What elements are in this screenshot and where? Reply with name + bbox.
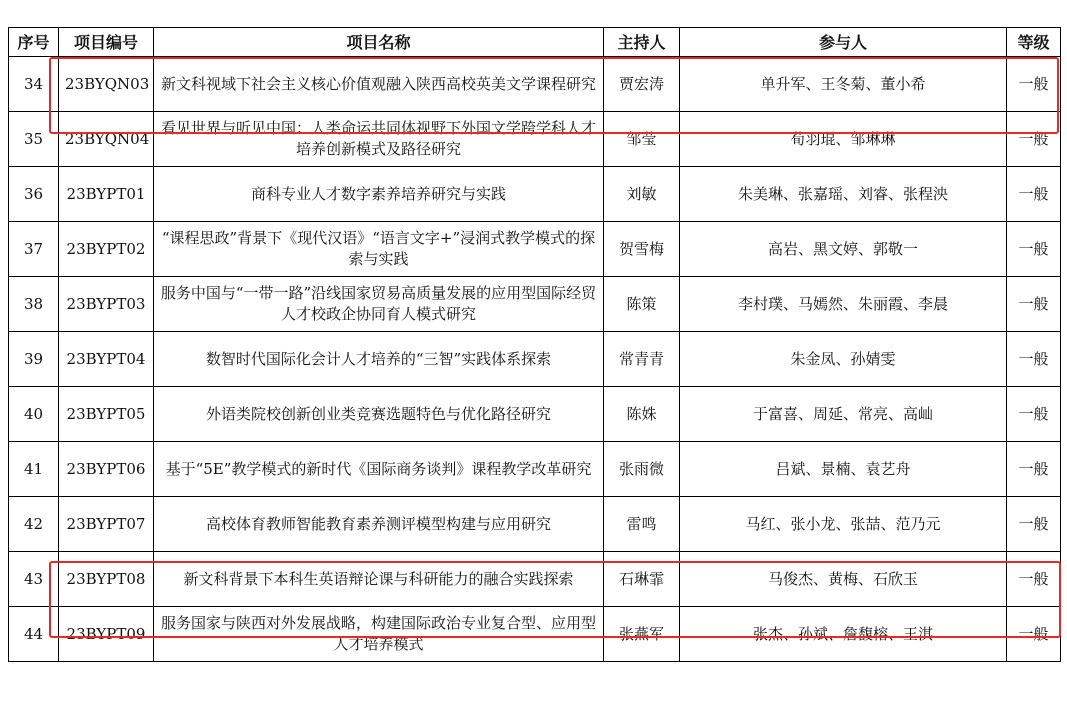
cell-no: 39 [9, 332, 59, 387]
table-row [9, 332, 1061, 387]
table-row [9, 167, 1061, 222]
cell-name: 服务中国与“一带一路”沿线国家贸易高质量发展的应用型国际经贸人才校政企协同育人模式研究 [154, 277, 604, 332]
header-code: 项目编号 [59, 28, 154, 57]
cell-code: 23BYPT02 [59, 222, 154, 277]
cell-host: 邹莹 [604, 112, 680, 167]
cell-no: 34 [9, 57, 59, 112]
cell-name: 基于“5E”教学模式的新时代《国际商务谈判》课程教学改革研究 [154, 442, 604, 497]
header-host: 主持人 [604, 28, 680, 57]
cell-name: 新文科背景下本科生英语辩论课与科研能力的融合实践探索 [154, 552, 604, 607]
cell-members: 荀羽琨、邹琳琳 [680, 112, 1007, 167]
cell-level: 一般 [1007, 497, 1061, 552]
cell-members: 吕斌、景楠、袁艺舟 [680, 442, 1007, 497]
cell-host: 张雨微 [604, 442, 680, 497]
cell-level: 一般 [1007, 277, 1061, 332]
cell-members: 马红、张小龙、张喆、范乃元 [680, 497, 1007, 552]
cell-code: 23BYPT06 [59, 442, 154, 497]
table-row [9, 387, 1061, 442]
cell-host: 陈姝 [604, 387, 680, 442]
cell-level: 一般 [1007, 552, 1061, 607]
cell-no: 40 [9, 387, 59, 442]
cell-name: 数智时代国际化会计人才培养的“三智”实践体系探索 [154, 332, 604, 387]
cell-no: 41 [9, 442, 59, 497]
cell-code: 23BYQN04 [59, 112, 154, 167]
cell-name: 服务国家与陕西对外发展战略，构建国际政治专业复合型、应用型人才培养模式 [154, 607, 604, 662]
cell-code: 23BYPT07 [59, 497, 154, 552]
cell-host: 刘敏 [604, 167, 680, 222]
cell-host: 雷鸣 [604, 497, 680, 552]
cell-no: 44 [9, 607, 59, 662]
table-row [9, 222, 1061, 277]
cell-members: 单升军、王冬菊、董小希 [680, 57, 1007, 112]
cell-code: 23BYPT01 [59, 167, 154, 222]
cell-level: 一般 [1007, 332, 1061, 387]
table-row [9, 497, 1061, 552]
cell-level: 一般 [1007, 167, 1061, 222]
cell-host: 石琳霏 [604, 552, 680, 607]
cell-members: 李村璞、马嫣然、朱丽霞、李晨 [680, 277, 1007, 332]
cell-members: 高岩、黑文婷、郭敬一 [680, 222, 1007, 277]
cell-host: 贾宏涛 [604, 57, 680, 112]
cell-members: 马俊杰、黄梅、石欣玉 [680, 552, 1007, 607]
cell-members: 朱金凤、孙婧雯 [680, 332, 1007, 387]
cell-code: 23BYPT04 [59, 332, 154, 387]
cell-no: 38 [9, 277, 59, 332]
cell-host: 常青青 [604, 332, 680, 387]
header-name: 项目名称 [154, 28, 604, 57]
cell-level: 一般 [1007, 607, 1061, 662]
table-header-row [9, 28, 1061, 57]
cell-name: 商科专业人才数字素养培养研究与实践 [154, 167, 604, 222]
cell-level: 一般 [1007, 57, 1061, 112]
cell-members: 于富喜、周延、常亮、高屾 [680, 387, 1007, 442]
cell-level: 一般 [1007, 442, 1061, 497]
cell-name: 看见世界与听见中国：人类命运共同体视野下外国文学跨学科人才培养创新模式及路径研究 [154, 112, 604, 167]
header-level: 等级 [1007, 28, 1061, 57]
header-members: 参与人 [680, 28, 1007, 57]
cell-no: 36 [9, 167, 59, 222]
project-table [8, 27, 1061, 662]
cell-members: 朱美琳、张嘉瑶、刘睿、张程泱 [680, 167, 1007, 222]
cell-code: 23BYPT09 [59, 607, 154, 662]
cell-no: 42 [9, 497, 59, 552]
table-row [9, 607, 1061, 662]
cell-level: 一般 [1007, 222, 1061, 277]
cell-code: 23BYPT08 [59, 552, 154, 607]
cell-level: 一般 [1007, 112, 1061, 167]
cell-host: 陈策 [604, 277, 680, 332]
cell-host: 张燕军 [604, 607, 680, 662]
cell-no: 43 [9, 552, 59, 607]
table-row [9, 277, 1061, 332]
cell-code: 23BYPT05 [59, 387, 154, 442]
cell-members: 张杰、孙斌、詹馥榕、王淇 [680, 607, 1007, 662]
cell-name: “课程思政”背景下《现代汉语》“语言文字+”浸润式教学模式的探索与实践 [154, 222, 604, 277]
cell-level: 一般 [1007, 387, 1061, 442]
table-row [9, 57, 1061, 112]
table-row [9, 552, 1061, 607]
table-row [9, 112, 1061, 167]
cell-host: 贺雪梅 [604, 222, 680, 277]
cell-code: 23BYQN03 [59, 57, 154, 112]
header-no: 序号 [9, 28, 59, 57]
cell-name: 新文科视域下社会主义核心价值观融入陕西高校英美文学课程研究 [154, 57, 604, 112]
cell-code: 23BYPT03 [59, 277, 154, 332]
cell-no: 35 [9, 112, 59, 167]
cell-name: 外语类院校创新创业类竞赛选题特色与优化路径研究 [154, 387, 604, 442]
cell-name: 高校体育教师智能教育素养测评模型构建与应用研究 [154, 497, 604, 552]
cell-no: 37 [9, 222, 59, 277]
table-row [9, 442, 1061, 497]
